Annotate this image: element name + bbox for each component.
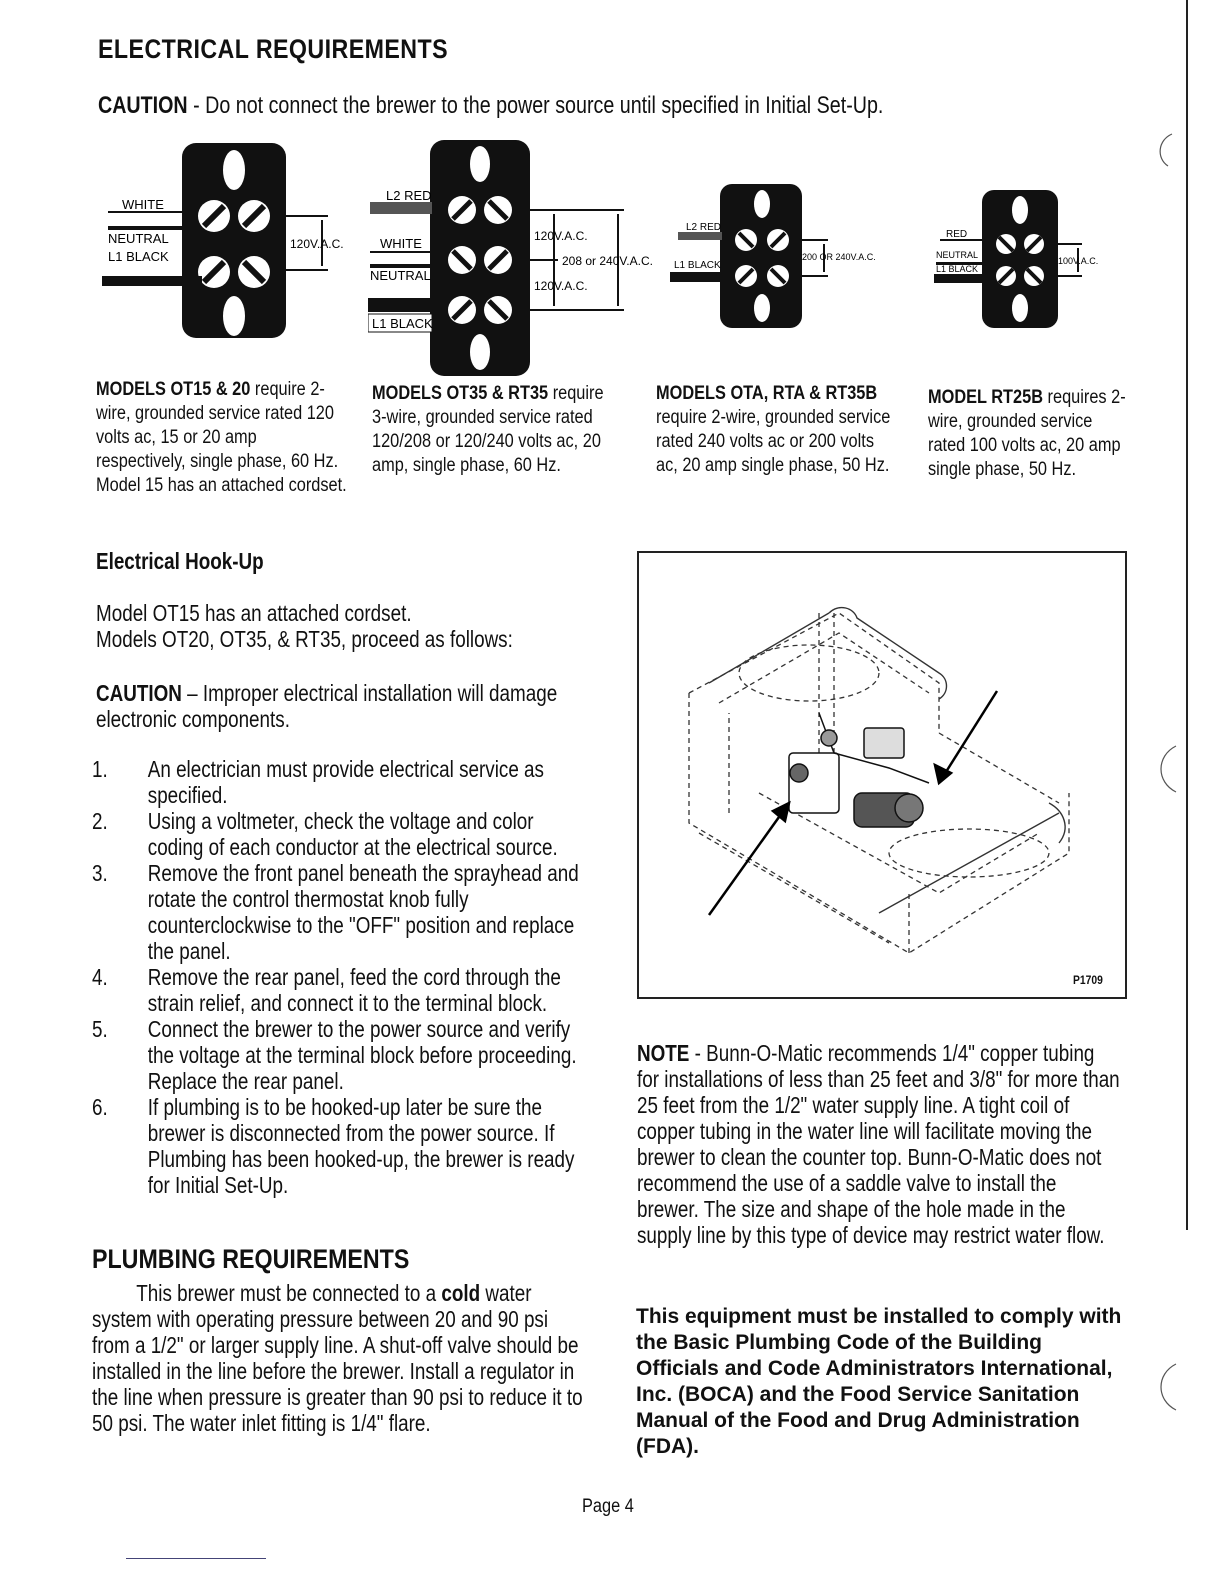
wire-label: L1 BLACK xyxy=(108,249,169,264)
brewer-drawing xyxy=(639,553,1125,997)
model-desc-ota xyxy=(656,382,899,478)
caution-text: - Do not connect the brewer to the power source until specified in Initial Set-Up. xyxy=(187,92,884,119)
footer-rule xyxy=(126,1558,266,1559)
page-number: Page 4 xyxy=(582,1496,634,1517)
model-text: require 3-wire, grounded service rated 120/208 or 120/240 volts ac, 20 amp, single phase, 60 Hz. xyxy=(372,383,604,476)
scan-edge-line xyxy=(1186,0,1188,1230)
model-desc-ot35 xyxy=(372,382,621,478)
step-text: Connect the brewer to the power source and verify the voltage at the terminal block before proceeding. Replace the rear panel. xyxy=(147,1016,577,1094)
wire-label: L1 BLACK xyxy=(372,316,433,331)
model-heading: MODELS OT15 & 20 xyxy=(96,379,251,400)
model-desc-ot15 xyxy=(96,378,347,498)
binding-hole-mark xyxy=(1150,1358,1190,1418)
wiring-diagram-ota xyxy=(668,182,898,332)
step-number: 4. xyxy=(92,964,108,990)
hookup-line-2: Models OT20, OT35, & RT35, proceed as follows: xyxy=(96,626,513,652)
hookup-line-1: Model OT15 has an attached cordset. xyxy=(96,600,412,626)
caution-label: CAUTION xyxy=(98,92,188,119)
wire-label: RED xyxy=(946,229,968,240)
wire-label: L2 RED xyxy=(386,188,432,203)
brewer-illustration xyxy=(637,551,1127,999)
wire-label: NEUTRAL xyxy=(936,250,979,260)
plumbing-text xyxy=(92,1280,584,1436)
wire-label: NEUTRAL xyxy=(370,268,431,283)
plumbing-text-a: This brewer must be connected to a xyxy=(136,1280,442,1306)
voltage-label: 200 OR 240V.A.C. xyxy=(802,252,876,262)
step-number: 6. xyxy=(92,1094,108,1120)
wire-label: WHITE xyxy=(380,236,422,251)
step-number: 3. xyxy=(92,860,108,886)
step-text: If plumbing is to be hooked-up later be sure the brewer is disconnected from the power source. If Plumbing has been hooked-up, the brewer is ready for Initial Set-Up. xyxy=(147,1094,575,1198)
hookup-steps xyxy=(92,756,584,1198)
plumbing-heading: PLUMBING REQUIREMENTS xyxy=(92,1244,410,1274)
step-text: Using a voltmeter, check the voltage and color coding of each conductor at the electrical source. xyxy=(147,808,558,860)
list-item xyxy=(92,860,584,964)
wire-label: L1 BLACK xyxy=(936,264,979,274)
caution-text: – Improper electrical installation will damage electronic components. xyxy=(96,680,558,732)
step-text: An electrician must provide electrical service as specified. xyxy=(147,756,544,808)
step-text: Remove the rear panel, feed the cord through the strain relief, and connect it to the terminal block. xyxy=(147,964,561,1016)
wire-label: NEUTRAL xyxy=(108,231,169,246)
page-title: ELECTRICAL REQUIREMENTS xyxy=(98,34,449,64)
model-text: require 2-wire, grounded service rated 240 volts ac or 200 volts ac, 20 amp single phase, 50 Hz. xyxy=(656,407,891,476)
wiring-diagram-ot15 xyxy=(100,140,360,340)
model-text: require 2-wire, grounded service rated 120 volts ac, 15 or 20 amp respectively, single phase, 60 Hz. Model 15 has an attached cordset. xyxy=(96,379,347,496)
wiring-diagram-ot35 xyxy=(368,138,668,378)
model-heading: MODELS OTA, RTA & RT35B xyxy=(656,383,878,404)
binding-hole-mark xyxy=(1150,740,1190,800)
hookup-caution xyxy=(96,680,591,732)
wire-label: L1 BLACK xyxy=(674,260,721,271)
wire-label: L2 RED xyxy=(686,222,722,233)
list-item xyxy=(92,808,584,860)
voltage-label: 120V.A.C. xyxy=(534,279,588,293)
list-item xyxy=(92,1094,584,1198)
step-number: 5. xyxy=(92,1016,108,1042)
model-heading: MODEL RT25B xyxy=(928,387,1044,408)
list-item xyxy=(92,964,584,1016)
step-text: Remove the front panel beneath the sprayhead and rotate the control thermostat knob fully counterclockwise to the "OFF" position and replace the panel. xyxy=(147,860,579,964)
list-item xyxy=(92,756,584,808)
figure-code: P1709 xyxy=(1073,973,1103,987)
step-number: 2. xyxy=(92,808,108,834)
step-number: 1. xyxy=(92,756,108,782)
model-text: requires 2-wire, grounded service rated 100 volts ac, 20 amp single phase, 50 Hz. xyxy=(928,387,1126,480)
wire-label: WHITE xyxy=(122,197,164,212)
note-body: - Bunn-O-Matic recommends 1/4" copper tubing for installations of less than 25 feet and 3/8" for more than 25 feet from the 1/2" water supply line. A tight coil of copper tubing in the water line will facilitate moving the brewer to clean the counter top. Bunn-O-Matic does not recommend the use of a saddle valve to install the brewer. The size and shape of the hole made in the supply line by this type of device may restrict water flow. xyxy=(637,1040,1120,1248)
plumbing-text-bold: cold xyxy=(441,1280,481,1306)
voltage-label: 120V.A.C. xyxy=(534,229,588,243)
hookup-heading: Electrical Hook-Up xyxy=(96,548,264,574)
voltage-label: 120V.A.C. xyxy=(290,237,344,251)
wiring-diagram-rt25b xyxy=(932,188,1112,330)
binding-hole-mark xyxy=(1150,130,1180,170)
voltage-label: 100V.A.C. xyxy=(1058,256,1099,266)
note-label: NOTE xyxy=(637,1040,690,1066)
plumbing-text-b: water system with operating pressure between 20 and 90 psi from a 1/2" or larger supply line. A shut-off valve should be installed in the line before the brewer. Install a regulator in the line when pressure is greater than 90 psi to reduce it to 50 psi. The water inlet fitting is 1/4" flare. xyxy=(92,1280,583,1436)
model-desc-rt25b xyxy=(928,386,1128,482)
caution-label: CAUTION xyxy=(96,680,182,706)
compliance-statement: This equipment must be installed to comply with the Basic Plumbing Code of the Building Officials and Code Administrators International, Inc. (BOCA) and the Food Service Sanitation Manual of the Food and Drug Administration (FDA). xyxy=(636,1305,1122,1458)
caution-notice xyxy=(98,92,883,120)
hookup-intro xyxy=(96,600,604,652)
voltage-label: 208 or 240V.A.C. xyxy=(562,254,653,268)
list-item xyxy=(92,1016,584,1094)
model-heading: MODELS OT35 & RT35 xyxy=(372,383,549,404)
note-text xyxy=(637,1040,1121,1248)
